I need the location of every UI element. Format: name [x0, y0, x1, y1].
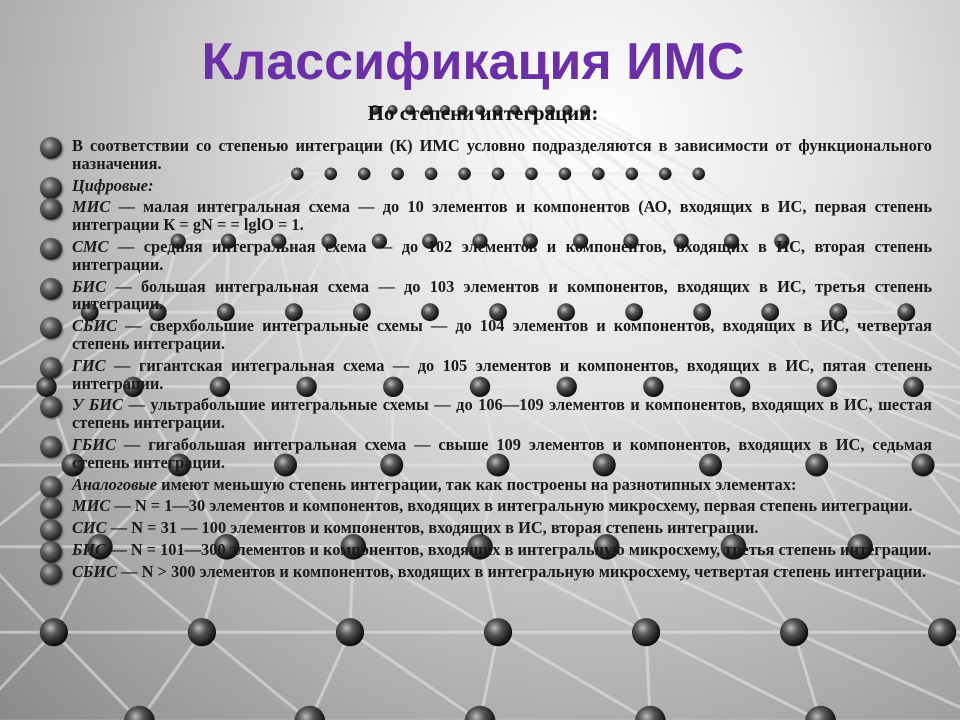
slide-subtitle: По степени интеграции:: [367, 101, 599, 125]
list-item: [40, 563, 932, 581]
list-item: [40, 436, 932, 472]
item-lead: БИС: [72, 276, 107, 296]
bullet-list: [40, 137, 932, 585]
item-lead: СИС: [72, 518, 107, 538]
item-text: — сверхбольшие интегральные схемы — до 104 элементов и компонентов, входящих в ИС, четвертая степень интеграции.: [72, 316, 932, 353]
item-text: В соответствии со степенью интеграции (К) ИМС условно подразделяются в зависимости от функционального назначения.: [72, 136, 932, 173]
grid-node: [928, 618, 956, 646]
item-text: — малая интегральная схема — до 10 элементов и компонентов (АО, входящих в ИС, первая степень интеграции К = gN = = lglO = 1.: [72, 197, 932, 235]
item-lead: БИС: [72, 539, 107, 559]
sphere-bullet-icon: [40, 519, 62, 541]
grid-node: [188, 618, 216, 646]
item-text: — N = 1—30 элементов и компонентов, входящих в интегральную микросхему, первая степень интеграции.: [110, 496, 913, 516]
list-item: [40, 278, 932, 314]
item-text: — ультрабольшие интегральные схемы — до 106—109 элементов и компонентов, входящих в ИС, шестая степень интеграции.: [72, 395, 932, 433]
item-lead: МИС: [72, 496, 111, 516]
item-lead: Цифровые:: [72, 175, 154, 195]
item-lead: СМС: [72, 236, 109, 256]
sphere-bullet-icon: [40, 541, 62, 563]
item-lead: ГБИС: [72, 434, 116, 454]
sphere-bullet-icon: [40, 476, 62, 498]
sphere-bullet-icon: [40, 198, 62, 220]
sphere-bullet-icon: [40, 563, 62, 585]
list-item: [40, 137, 932, 173]
item-text: — N > 300 элементов и компонентов, входящих в интегральную микросхему, четвертая степень интеграции.: [117, 561, 927, 581]
list-item: [40, 396, 932, 432]
list-item: [40, 198, 932, 234]
grid-node: [484, 618, 512, 646]
grid-node: [465, 706, 496, 720]
item-lead: МИС: [72, 197, 111, 217]
item-text: — N = 101—300 элементов и компонентов, входящих в интегральную микросхему, третья степень интеграции.: [106, 539, 932, 559]
list-item: [40, 357, 932, 393]
grid-node: [336, 618, 364, 646]
item-text: — гигабольшая интегральная схема — свыше 109 элементов и компонентов, входящих в ИС, седьмая степень интеграции.: [72, 434, 932, 472]
list-item: [40, 497, 932, 515]
grid-node: [632, 618, 660, 646]
sphere-bullet-icon: [40, 497, 62, 519]
sphere-bullet-icon: [40, 177, 62, 199]
list-item: [40, 238, 932, 274]
sphere-bullet-icon: [40, 278, 62, 300]
item-text: — гигантская интегральная схема — до 105 элементов и компонентов, входящих в ИС, пятая степень интеграции.: [72, 355, 932, 393]
grid-node: [635, 706, 666, 720]
item-lead: СБИС: [72, 316, 118, 336]
sphere-bullet-icon: [40, 357, 62, 379]
list-item: [40, 177, 932, 195]
item-text: — N = 31 — 100 элементов и компонентов, входящих в ИС, вторая степень интеграции.: [106, 518, 759, 538]
grid-node: [40, 618, 68, 646]
item-lead: Аналоговые: [72, 474, 158, 494]
slide-title: Классификация ИМС: [201, 33, 745, 91]
item-text: имеют меньшую степень интеграции, так как построены на разнотипных элементах:: [157, 474, 797, 494]
grid-node: [805, 706, 836, 720]
item-lead: СБИС: [72, 561, 118, 581]
item-text: — большая интегральная схема — до 103 элементов и компонентов, входящих в ИС, третья степень интеграции.: [72, 276, 932, 314]
item-lead: У БИС: [72, 395, 123, 415]
item-lead: ГИС: [72, 355, 106, 375]
grid-node: [780, 618, 808, 646]
sphere-bullet-icon: [40, 396, 62, 418]
list-item: [40, 476, 932, 494]
sphere-bullet-icon: [40, 436, 62, 458]
sphere-bullet-icon: [40, 137, 62, 159]
grid-node: [294, 706, 325, 720]
list-item: [40, 519, 932, 537]
list-item: [40, 317, 932, 353]
item-text: — средняя интегральная схема — до 102 элементов и компонентов, входящих в ИС, вторая степень интеграции.: [72, 236, 932, 274]
list-item: [40, 541, 932, 559]
sphere-bullet-icon: [40, 317, 62, 339]
sphere-bullet-icon: [40, 238, 62, 260]
